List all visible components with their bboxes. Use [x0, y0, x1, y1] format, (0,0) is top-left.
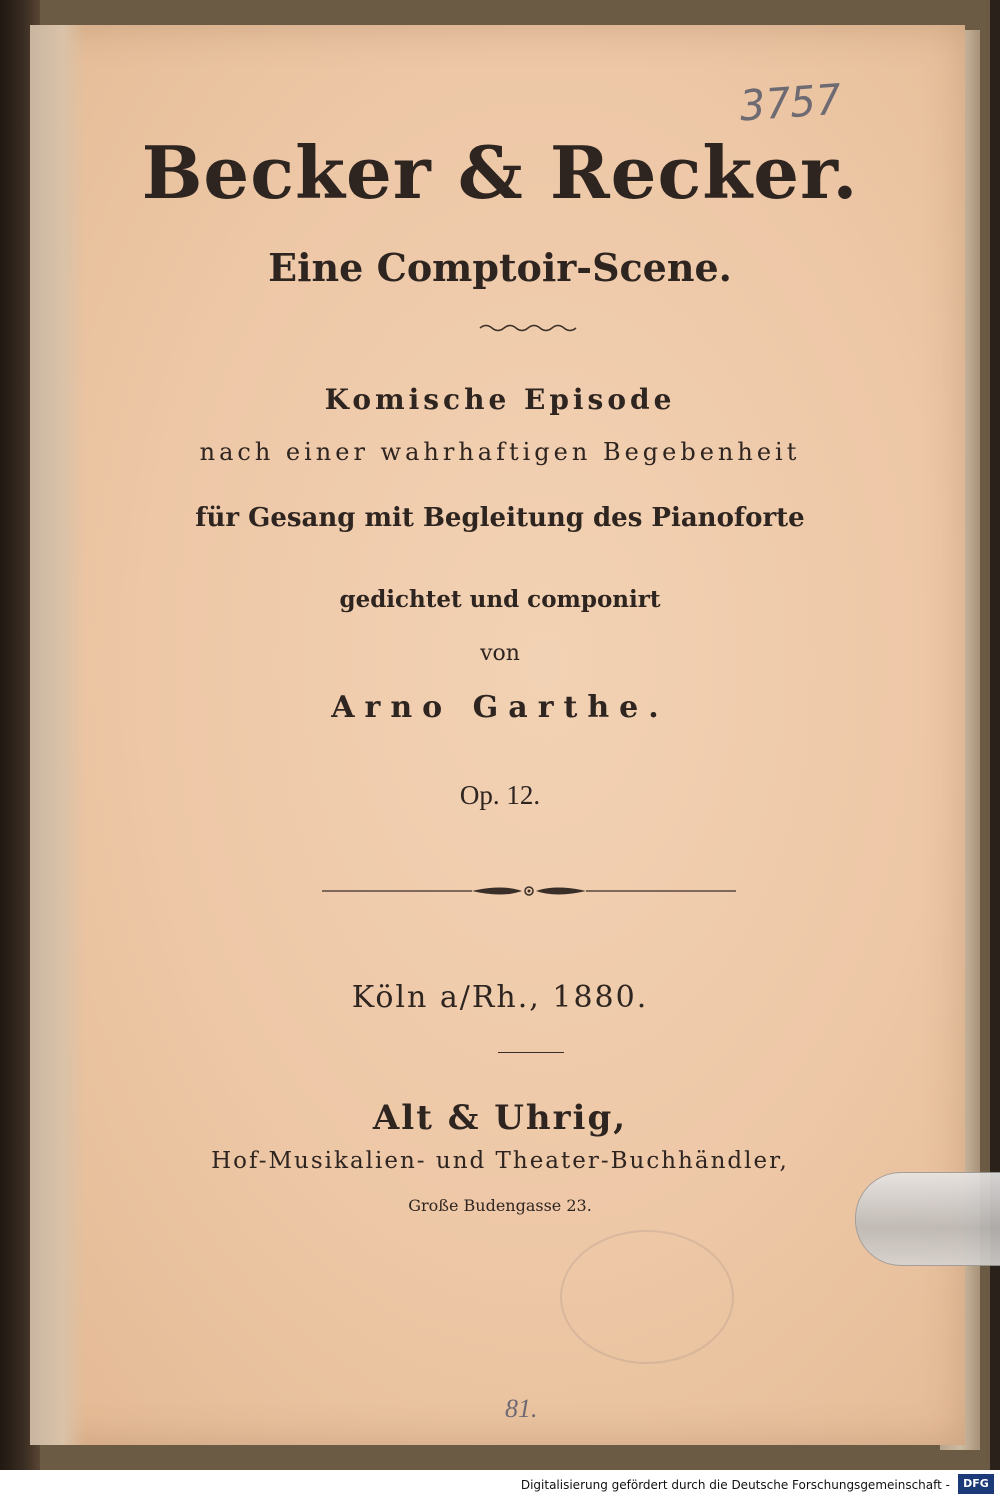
dfg-logo: DFG: [958, 1474, 994, 1494]
credit: gedichtet und componirt: [339, 586, 661, 613]
subtitle: Eine Comptoir-Scene.: [268, 245, 732, 290]
author: Arno Garthe.: [331, 690, 669, 725]
wavy-ornament: [478, 322, 580, 334]
genre: Komische Episode: [324, 383, 676, 416]
publisher-address: Große Budengasse 23.: [408, 1196, 592, 1215]
ornamental-divider: [322, 880, 736, 902]
title: Becker & Recker.: [141, 130, 859, 215]
by-word: von: [480, 641, 520, 666]
handwritten-page-note: 81.: [505, 1394, 538, 1423]
faded-stamp: [560, 1230, 734, 1364]
title-page: [30, 25, 965, 1445]
short-rule: [498, 1052, 564, 1053]
scoring: für Gesang mit Begleitung des Pianoforte: [195, 503, 805, 533]
funding-note: Digitalisierung gefördert durch die Deutsche Forschungsgemeinschaft -: [520, 1478, 950, 1492]
metal-page-clip: [855, 1172, 1000, 1266]
page-edge-stain: [30, 25, 85, 1445]
publisher: Alt & Uhrig,: [372, 1098, 628, 1138]
genre-detail: nach einer wahrhaftigen Begebenheit: [199, 438, 801, 466]
opus-number: Op. 12.: [459, 780, 541, 810]
publisher-detail: Hof-Musikalien- und Theater-Buchhändler,: [211, 1148, 789, 1174]
place-and-date: Köln a/Rh., 1880.: [351, 980, 649, 1015]
shelfmark-handwritten: 3757: [738, 74, 843, 131]
